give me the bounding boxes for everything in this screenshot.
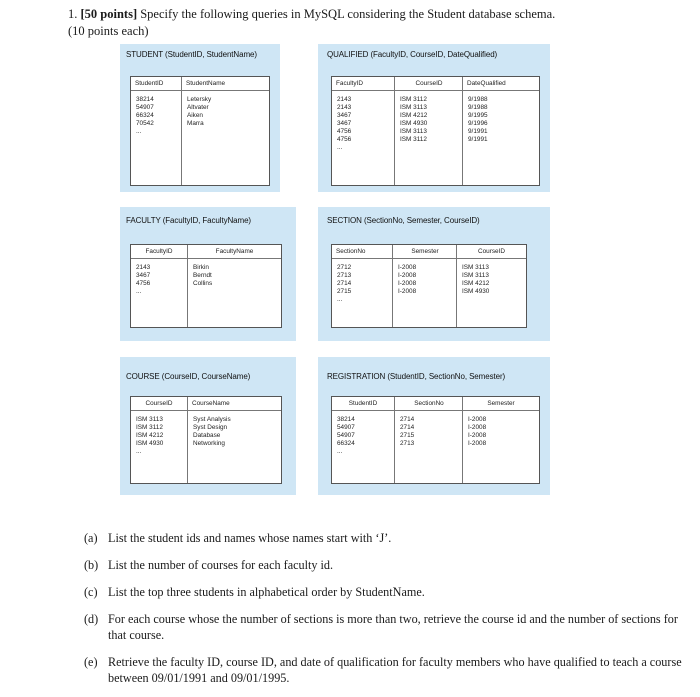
section-col-sectionno-cell: ...: [337, 296, 343, 303]
registration-col-studentid-cell: 54907: [337, 424, 355, 431]
section-col-semester-cell: I-2008: [398, 288, 417, 295]
registration-col-studentid-cell: 54907: [337, 432, 355, 439]
registration-col-sectionno-cell: 2714: [400, 416, 415, 423]
qualified-col-facultyid-cell: 3467: [337, 120, 352, 127]
registration-col-studentid-cell: ...: [337, 448, 343, 455]
section-col-sectionno-cell: 2714: [337, 280, 352, 287]
registration-table: [331, 396, 540, 484]
student-col-studentname-cell: Letersky: [187, 96, 212, 103]
section-col-semester-cell: I-2008: [398, 280, 417, 287]
section-header-sectionno: SectionNo: [332, 245, 392, 259]
faculty-col-facultyid-cell: 3467: [136, 272, 151, 279]
section-col-semester-cell: I-2008: [398, 264, 417, 271]
qualified-col-datequalified-cell: 9/1988: [468, 104, 488, 111]
student-col-studentid-cell: 66324: [136, 112, 154, 119]
student-col-studentname-cell: Altvater: [187, 104, 209, 111]
section-col-sectionno-cell: 2713: [337, 272, 352, 279]
course-col-courseid-cell: ISM 3113: [136, 416, 163, 423]
qualified-col-datequalified-cell: 9/1991: [468, 136, 488, 143]
registration-col-semester-cell: I-2008: [468, 424, 487, 431]
course-col-coursename-cell: Networking: [193, 440, 225, 447]
section-col-semester-cell: I-2008: [398, 272, 417, 279]
qualified-table: [331, 76, 540, 186]
registration-col-studentid: [332, 411, 394, 456]
student-col-studentid-cell: 54907: [136, 104, 154, 111]
qualified-col-courseid: [395, 91, 463, 144]
student-col-studentid-cell: ...: [136, 128, 142, 135]
qualified-col-datequalified-cell: 9/1991: [468, 128, 488, 135]
student-table: [130, 76, 270, 186]
qualified-col-datequalified-cell: 9/1988: [468, 96, 488, 103]
faculty-header-facultyname: FacultyName: [188, 245, 281, 259]
registration-col-sectionno-cell: 2715: [400, 432, 415, 439]
qualified-col-datequalified: [463, 91, 539, 144]
faculty-col-facultyid-cell: 4756: [136, 280, 151, 287]
student-col-studentid-cell: 70542: [136, 120, 154, 127]
faculty-header-facultyid: FacultyID: [131, 245, 187, 259]
section-col-courseid-cell: ISM 3113: [462, 272, 489, 279]
faculty-table: [130, 244, 282, 328]
qualified-col-courseid-cell: ISM 4212: [400, 112, 428, 119]
question-e-label: (e): [84, 655, 98, 669]
section-col-sectionno-cell: 2715: [337, 288, 352, 295]
course-header-courseid: CourseID: [131, 397, 187, 411]
section-header-semester: Semester: [393, 245, 457, 259]
section-col-semester: [393, 259, 457, 296]
question-subtext: (10 points each): [68, 24, 149, 38]
qualified-col-courseid-cell: ISM 3112: [400, 136, 427, 143]
qualified-col-facultyid-cell: 2143: [337, 96, 352, 103]
section-panel-title: SECTION (SectionNo, Semester, CourseID): [327, 216, 480, 225]
section-table: [331, 244, 527, 328]
registration-col-semester-cell: I-2008: [468, 416, 487, 423]
question-number: 1.: [68, 7, 78, 21]
course-col-coursename-cell: Database: [193, 432, 221, 439]
student-col-studentid-cell: 38214: [136, 96, 154, 103]
course-col-coursename-cell: Syst Analysis: [193, 416, 231, 423]
qualified-col-courseid-cell: ISM 3112: [400, 96, 427, 103]
faculty-col-facultyname-cell: Birkin: [193, 264, 209, 271]
qualified-col-courseid-cell: ISM 3113: [400, 128, 427, 135]
section-col-sectionno-cell: 2712: [337, 264, 352, 271]
registration-header-semester: Semester: [463, 397, 539, 411]
registration-col-semester-cell: I-2008: [468, 440, 487, 447]
qualified-panel-title: QUALIFIED (FacultyID, CourseID, DateQualified): [327, 50, 498, 59]
question-b-text: List the number of courses for each faculty id.: [108, 558, 334, 572]
qualified-col-facultyid-cell: 2143: [337, 104, 352, 111]
course-col-courseid-cell: ISM 4212: [136, 432, 164, 439]
registration-header-studentid: StudentID: [332, 397, 394, 411]
registration-col-studentid-cell: 66324: [337, 440, 355, 447]
course-table: [130, 396, 282, 484]
faculty-col-facultyname-cell: Berndt: [193, 272, 212, 279]
student-col-studentname: [182, 91, 269, 128]
qualified-col-datequalified-cell: 9/1996: [468, 120, 488, 127]
question-text: Specify the following queries in MySQL considering the Student database schema.: [140, 7, 556, 21]
registration-col-sectionno: [395, 411, 463, 448]
question-points: [50 points]: [80, 7, 138, 21]
course-col-courseid: [131, 411, 187, 456]
faculty-col-facultyid-cell: 2143: [136, 264, 151, 271]
faculty-col-facultyid-cell: ...: [136, 288, 142, 295]
section-col-courseid-cell: ISM 4212: [462, 280, 490, 287]
qualified-col-facultyid-cell: 3467: [337, 112, 352, 119]
student-header-studentid: StudentID: [131, 77, 181, 91]
question-c-text: List the top three students in alphabetical order by StudentName.: [108, 585, 425, 599]
student-panel-title: STUDENT (StudentID, StudentName): [126, 50, 257, 59]
course-panel-title: COURSE (CourseID, CourseName): [126, 372, 251, 381]
section-header-courseid: CourseID: [457, 245, 526, 259]
qualified-col-facultyid-cell: 4756: [337, 128, 352, 135]
section-col-courseid: [457, 259, 526, 296]
registration-col-studentid-cell: 38214: [337, 416, 355, 423]
qualified-col-datequalified-cell: 9/1995: [468, 112, 488, 119]
section-col-sectionno: [332, 259, 392, 304]
question-header: [68, 6, 688, 40]
question-a-label: (a): [84, 531, 98, 545]
qualified-col-courseid-cell: ISM 4930: [400, 120, 428, 127]
course-col-coursename-cell: Syst Design: [193, 424, 228, 431]
faculty-col-facultyid: [131, 259, 187, 296]
qualified-col-facultyid-cell: 4756: [337, 136, 352, 143]
student-col-studentid: [131, 91, 181, 136]
qualified-col-courseid-cell: ISM 3113: [400, 104, 427, 111]
course-col-courseid-cell: ...: [136, 448, 142, 455]
student-col-studentname-cell: Marra: [187, 120, 204, 127]
course-col-coursename: [188, 411, 281, 448]
question-e-text: Retrieve the faculty ID, course ID, and date of qualification for faculty members who have qualified to teach a course between 09/01/1991 and 09/01/1995.: [108, 655, 682, 685]
qualified-col-facultyid-cell: ...: [337, 144, 343, 151]
faculty-col-facultyname: [188, 259, 281, 288]
faculty-panel-title: FACULTY (FacultyID, FacultyName): [126, 216, 251, 225]
qualified-header-courseid: CourseID: [395, 77, 463, 91]
registration-panel-title: REGISTRATION (StudentID, SectionNo, Semester): [327, 372, 506, 381]
question-b-label: (b): [84, 558, 99, 572]
qualified-col-facultyid: [332, 91, 394, 152]
registration-col-semester: [463, 411, 539, 448]
course-col-courseid-cell: ISM 4930: [136, 440, 164, 447]
qualified-header-facultyid: FacultyID: [332, 77, 394, 91]
section-col-courseid-cell: ISM 4930: [462, 288, 490, 295]
course-header-coursename: CourseName: [188, 397, 281, 411]
course-col-courseid-cell: ISM 3112: [136, 424, 163, 431]
faculty-col-facultyname-cell: Collins: [193, 280, 213, 287]
registration-col-sectionno-cell: 2714: [400, 424, 415, 431]
registration-header-sectionno: SectionNo: [395, 397, 463, 411]
question-c-label: (c): [84, 585, 98, 599]
question-d-text: For each course whose the number of sections is more than two, retrieve the course id and the number of sections for that course.: [108, 612, 678, 642]
question-a-text: List the student ids and names whose names start with ‘J’.: [108, 531, 392, 545]
registration-col-semester-cell: I-2008: [468, 432, 487, 439]
question-d-label: (d): [84, 612, 99, 626]
section-col-courseid-cell: ISM 3113: [462, 264, 489, 271]
qualified-header-datequalified: DateQualified: [463, 77, 539, 91]
registration-col-sectionno-cell: 2713: [400, 440, 415, 447]
student-header-studentname: StudentName: [182, 77, 269, 91]
student-col-studentname-cell: Aiken: [187, 112, 203, 119]
